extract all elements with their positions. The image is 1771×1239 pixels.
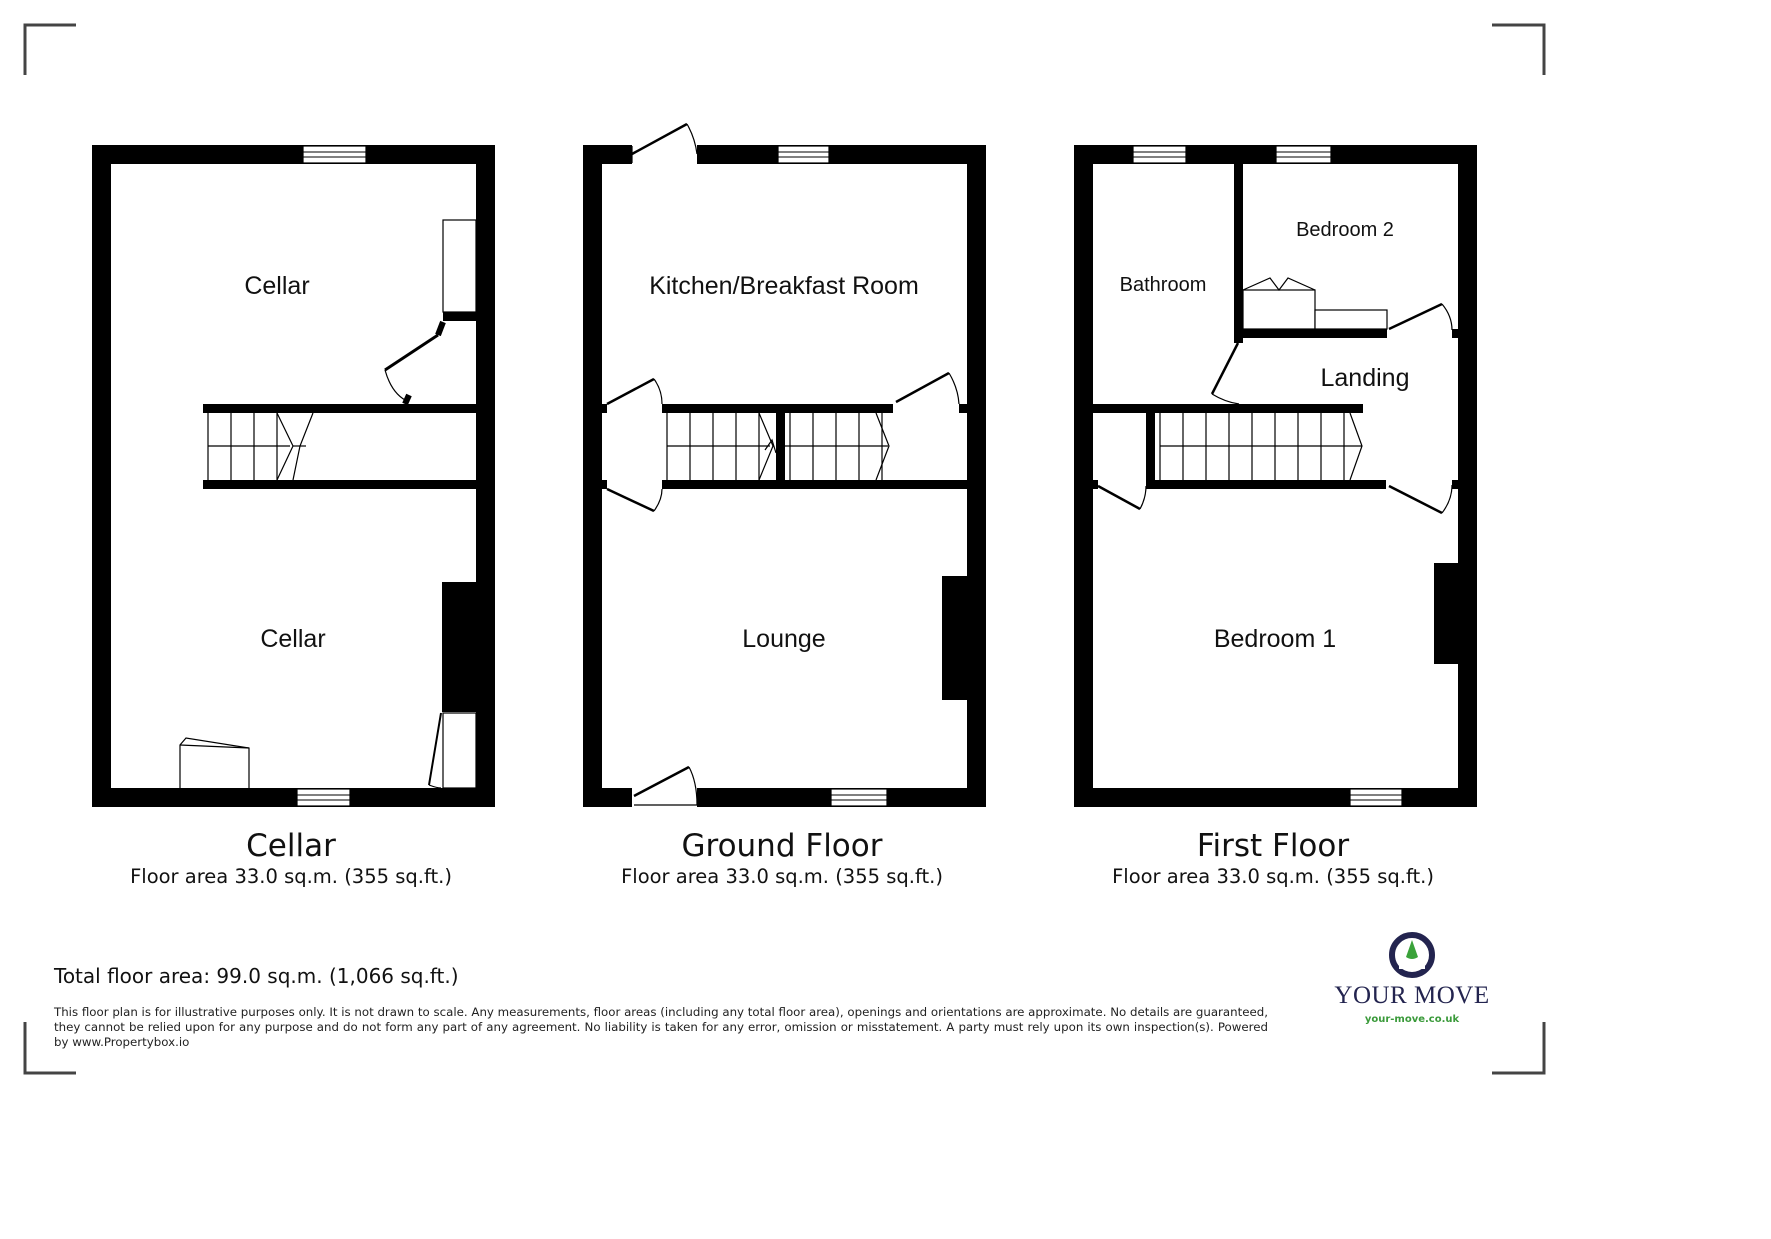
total-floor-area: Total floor area: 99.0 sq.m. (1,066 sq.ft.) [54, 964, 459, 988]
first-window-bedroom-1 [1350, 789, 1402, 806]
brand-url: your-move.co.uk [1364, 1014, 1460, 1025]
first-door-cupboard [1098, 486, 1146, 509]
ground-window-bottom [831, 789, 887, 806]
first-floor-caption [1063, 828, 1483, 890]
first-room-label-bathroom: Bathroom [1119, 274, 1207, 296]
cellar-door [385, 322, 443, 404]
ground-door-right [896, 373, 959, 404]
cellar-window-top [303, 146, 366, 163]
ground-front-door [634, 767, 697, 805]
first-door-bedroom-2 [1389, 304, 1452, 330]
first-window-bedroom-2 [1276, 146, 1331, 163]
disclaimer-text: This floor plan is for illustrative purposes only. It is not drawn to scale. Any measurements, floor areas (including any total floor area), openings and orientations are approximate. No details are guaranteed, they cannot be relied upon for any purpose and do not form any part of any agreement. No liability is taken for any error, omission or misstatement. A party must rely upon its own inspection(s). Powered by www.Propertybox.io [54, 1005, 1268, 1049]
ground-floor-caption [572, 828, 992, 890]
cellar-unit [180, 738, 249, 788]
cellar-floor-plan [92, 145, 495, 807]
first-room-label-bedroom-2: Bedroom 2 [1296, 219, 1394, 241]
brand-logo [1330, 930, 1494, 1025]
ground-window-top [778, 146, 829, 163]
first-floor-plan [1074, 145, 1477, 807]
first-stairs [1160, 413, 1362, 480]
first-floor-title: First Floor [1196, 828, 1350, 864]
first-floor-area: Floor area 33.0 sq.m. (355 sq.ft.) [1112, 865, 1434, 888]
first-wardrobe [1243, 278, 1387, 329]
ground-room-label-lounge: Lounge [742, 625, 826, 653]
ground-floor-plan [583, 124, 986, 807]
crop-marks [25, 25, 1544, 1073]
cellar-room-label-upper: Cellar [244, 272, 310, 300]
cellar-title: Cellar [246, 828, 336, 864]
first-room-label-landing: Landing [1320, 364, 1410, 392]
cellar-window-bottom [297, 789, 350, 806]
cellar-room-label-lower: Cellar [260, 625, 326, 653]
first-door-bathroom [1212, 343, 1239, 404]
first-door-bedroom-1 [1389, 485, 1452, 513]
ground-floor-area: Floor area 33.0 sq.m. (355 sq.ft.) [621, 865, 943, 888]
ground-door-left-lower [607, 489, 662, 511]
ground-back-door [632, 124, 697, 163]
first-window-bathroom [1133, 146, 1186, 163]
ground-door-left-upper [607, 379, 662, 404]
cellar-cupboard [443, 220, 476, 312]
cellar-stairs [208, 413, 313, 480]
brand-name: YOUR MOVE [1334, 982, 1490, 1009]
cellar-caption [81, 828, 501, 890]
first-room-label-bedroom-1: Bedroom 1 [1213, 625, 1337, 653]
ground-room-label-kitchen: Kitchen/Breakfast Room [649, 272, 919, 300]
ground-floor-title: Ground Floor [681, 828, 883, 864]
your-move-logo-icon [1387, 930, 1437, 980]
cellar-cupboard-bottom [429, 713, 476, 788]
cellar-area: Floor area 33.0 sq.m. (355 sq.ft.) [130, 865, 452, 888]
